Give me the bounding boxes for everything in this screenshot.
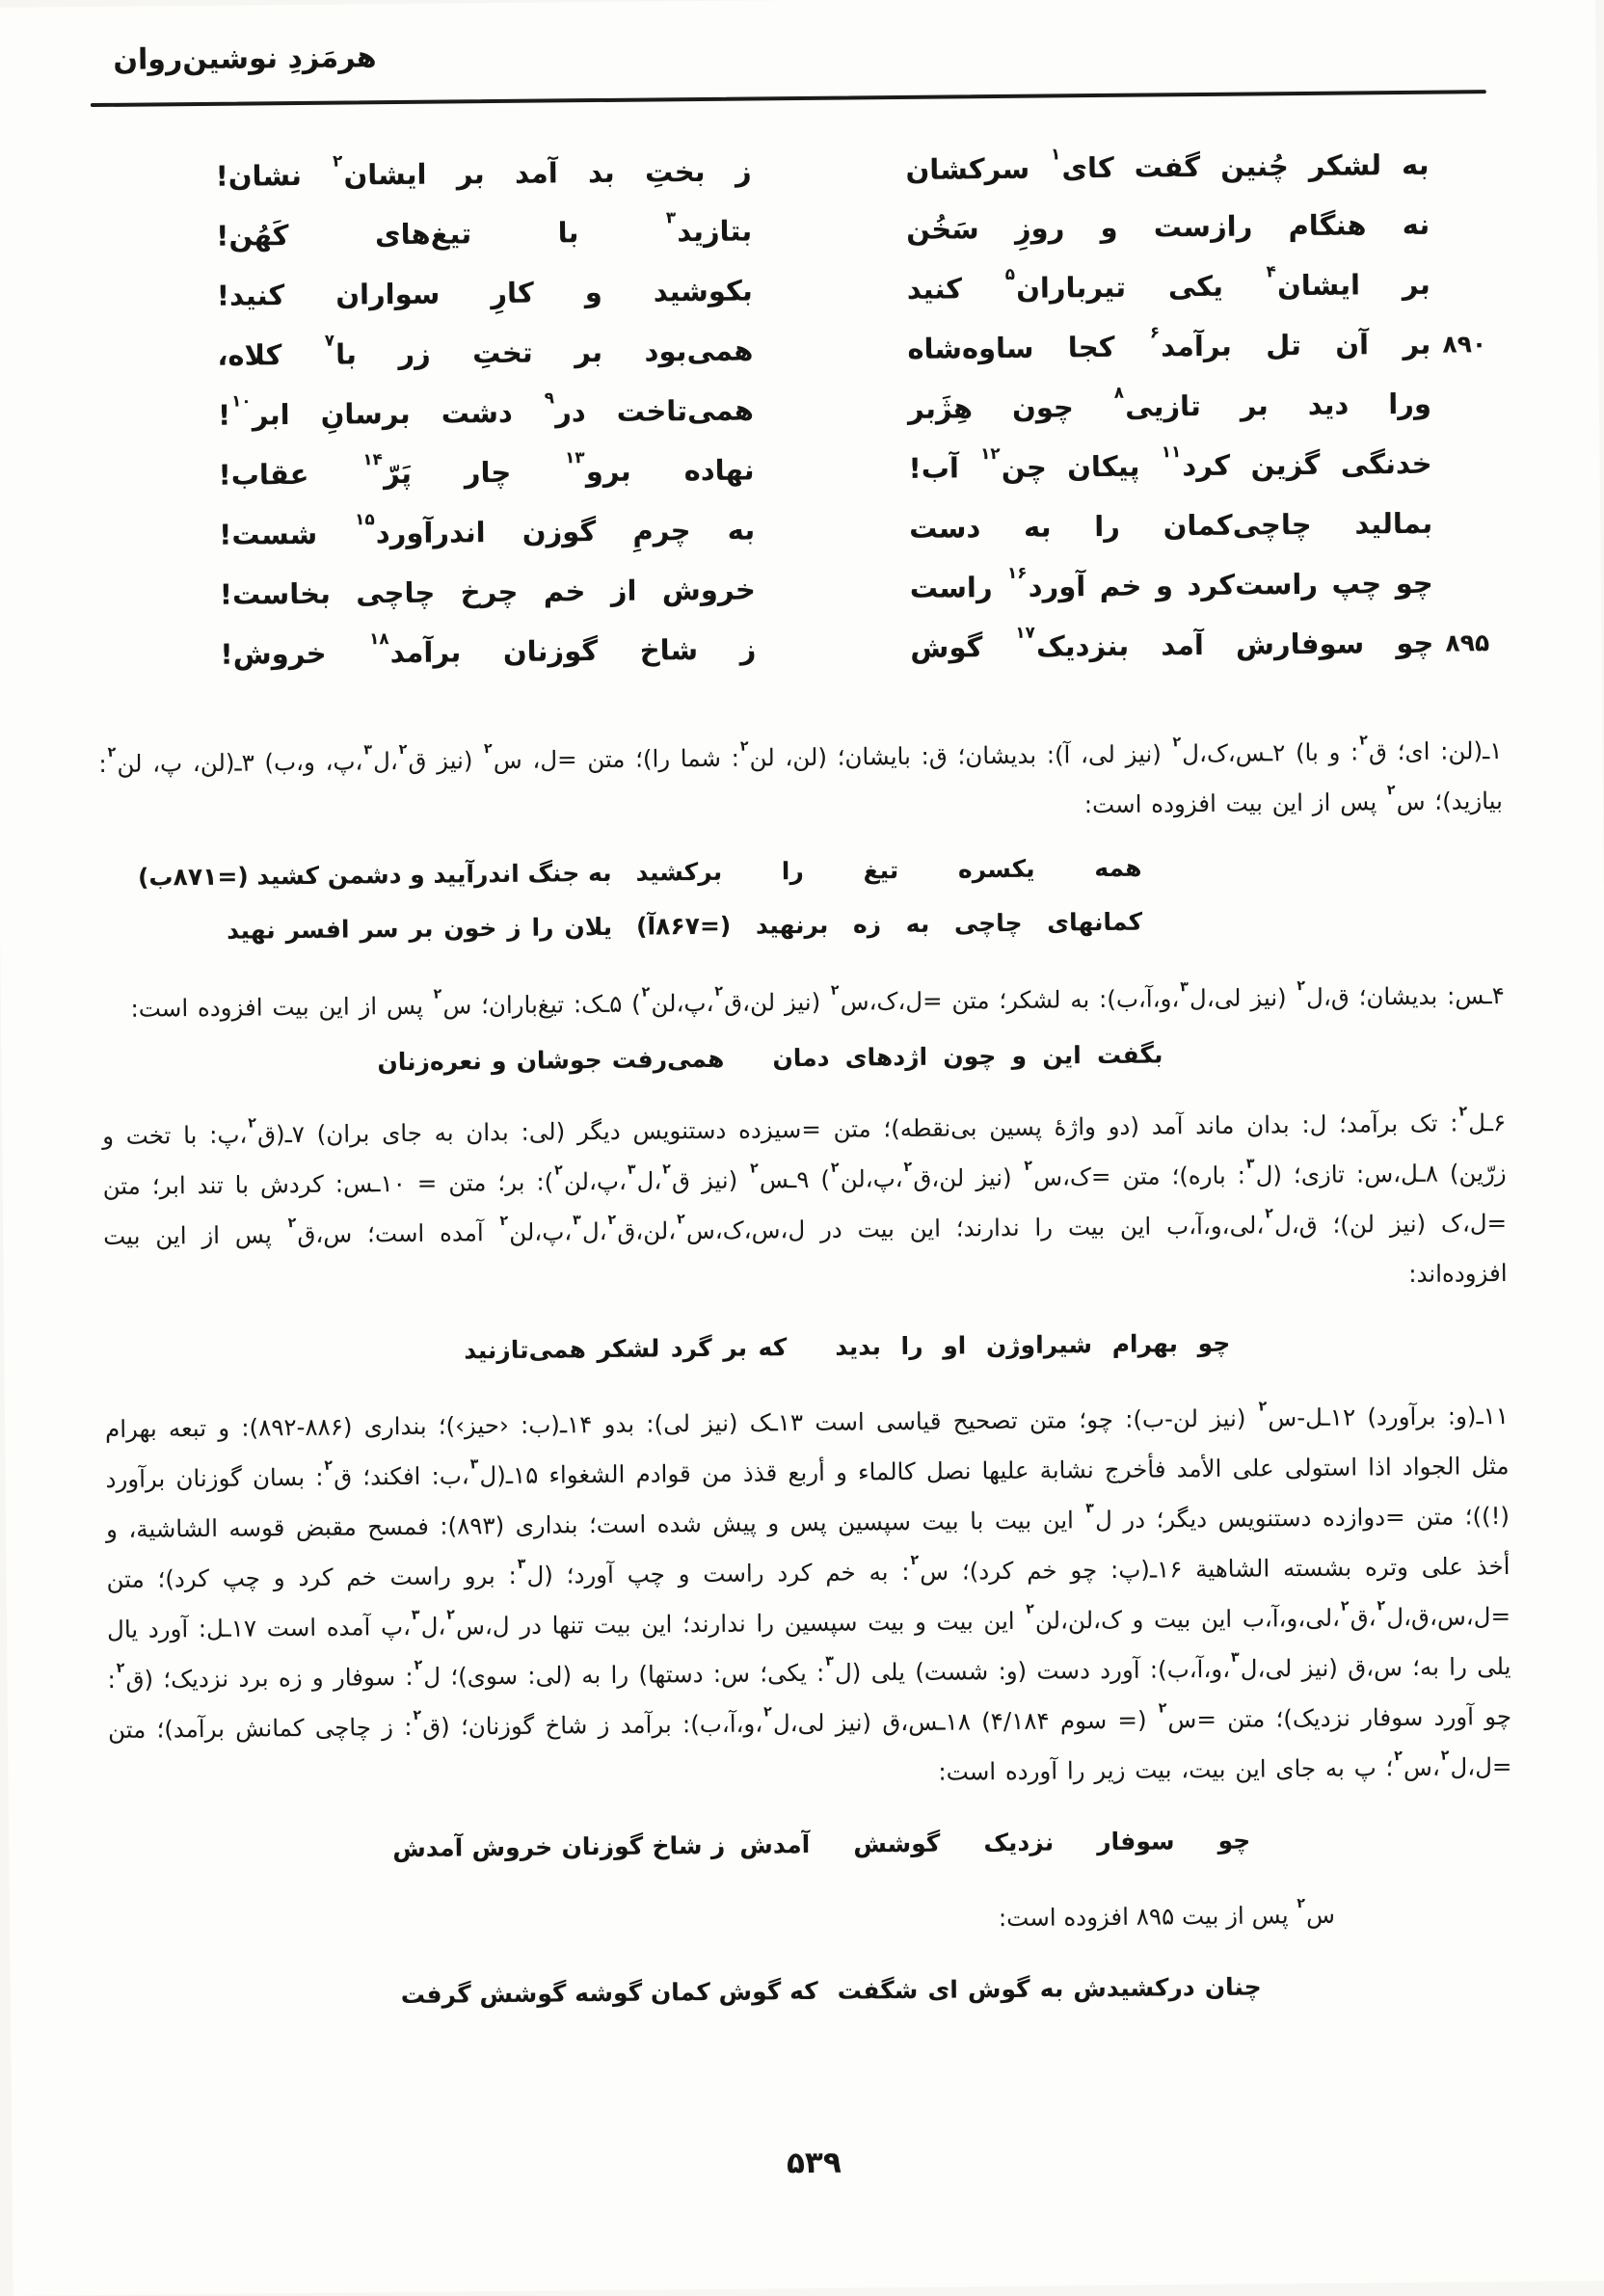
verse-number	[1431, 403, 1499, 404]
hemistich-left: بتازید$^۳$ با تیغ‌های کَهُن!	[216, 207, 753, 253]
apparatus-note-11-18: ۱۱ـ(و: برآورد) ۱۲ـل-س$^۲$ (نیز لن-ب): چو؛ متن تصحیح قیاسی است ۱۳ـک (نیز لی): بدو ۱۴ـ(ب: ‹حیز›)؛ بنداری (۸۸۶-۸۹۲): و تبعه بهرام مثل الجواد اذا استولی علی الأمد فأخرج نشابة علیها نصل کالماء و أربع قذذ من قوادم الشغواء ۱۵ـ(ل$^۳$،ب: افکند؛ ق$^۲$: بسان گوزنان برآورد (!))؛ متن =دوازده دستنویس دیگر؛ در ل$^۳$ این بیت با بیت سپسین پس و پیش شده است؛ بنداری (۸۹۳): فمسح مقبض قوسه الشاشیة، و أخذ علی وتره بشسته الشاهیة ۱۶ـ(پ: چو خم کرد)؛ س$^۲$: به خم کرد راست و چپ آورد؛ (ل$^۳$: برو راست خم کرد و چپ کرد)؛ متن =ل،س،ق،ل$^۲$،ق$^۲$،لی،و،آ،ب این بیت و ک،لن،لن$^۲$ این بیت و بیت سپسین را ندارند؛ این بیت تنها در ل،س$^۲$،ل$^۳$،پ آمده است ۱۷ـل: آورد یال یلی را به؛ س،ق (نیز لی،ل$^۳$،و،آ،ب): آورد دست (و: شست) یلی (ل$^۳$: یکی؛ س: دستها) را به (لی: سوی)؛ ل$^۲$: سوفار و زه برد نزدیک؛ (ق$^۲$: چو آورد سوفار نزدیک)؛ متن =س$^۲$ (= سوم ۴/۱۸۴) ۱۸ـس،ق (نیز لی،ل$^۲$،و،آ،ب): برآمد ز شاخ گوزنان؛ (ق$^۲$: ز چاچی کمانش برآمد)؛ متن =ل،ل$^۲$،س$^۲$؛ پ به جای این بیت، بیت زیر را آورده است:	[104, 1399, 1512, 1786]
hemistich-left: بکوشید و کارِ سواران کنید!	[216, 274, 753, 312]
quote-hemistich-right: بگفت این و چون اژدهای دمان	[772, 1040, 1163, 1073]
quote-verse-row	[101, 1025, 1505, 1092]
verse-row	[97, 612, 1502, 685]
page-number: ۵۳۹	[786, 2145, 842, 2181]
hemistich-left: ز شاخ گوزنان برآمد$^{۱۸}$ خروش!	[220, 628, 757, 671]
hemistich-right: بر آن تل برآمد$^۶$ کجا ساوه‌شاه	[907, 322, 1431, 365]
hemistich-left: همی‌بود بر تختِ زر با$^۷$ کلاه،	[217, 330, 754, 372]
hemistich-right: نه هنگام رازست و روزِ سَخُن	[906, 207, 1430, 246]
quote-hemistich-right: چو سوفار نزدیک گوشش آمدش	[739, 1826, 1251, 1859]
verse-number-895: ۸۹۵	[1445, 627, 1490, 657]
quote-verse-row	[109, 1811, 1512, 1879]
hemistich-right: چو سوفارش آمد بنزدیک$^{۱۷}$ گوش	[910, 622, 1434, 664]
quote-hemistich-left: که گوش کمان گوشه گوشش گرفت	[400, 1976, 818, 2010]
verse-number-890: ۸۹۰	[1442, 329, 1487, 359]
verse-number	[1430, 224, 1497, 225]
verse-number	[1432, 463, 1500, 464]
hemistich-left: به چرمِ گوزن اندرآورد$^{۱۵}$ شست!	[219, 509, 756, 551]
apparatus-added-couplets	[99, 838, 1504, 959]
quote-hemistich-left: همی‌رفت جوشان و نعره‌زنان	[377, 1044, 725, 1077]
quote-hemistich-left: یلان را ز خون بر سر افسر نهید	[226, 912, 613, 945]
header-rule	[91, 90, 1486, 107]
hemistich-right: به لشکر چُنین گفت کای$^۱$ سرکشان	[905, 144, 1430, 186]
apparatus-added-couplet	[110, 1958, 1513, 2025]
apparatus-added-couplet	[104, 1314, 1508, 1381]
hemistich-right: خدنگی گزین کرد$^{۱۱}$ پیکان چن$^{۱۲}$ آب!	[908, 441, 1432, 485]
verse-number	[1433, 582, 1501, 583]
apparatus-substitute-couplet	[109, 1811, 1512, 1879]
hemistich-left: نهاده برو$^{۱۳}$ چار پَرّ$^{۱۴}$ عقاب!	[218, 447, 755, 492]
quote-hemistich-right: کمانهای چاچی به زه برنهید (=۸۶۷آ)	[635, 907, 1143, 941]
quote-hemistich-left: ز شاخ گوزنان خروش آمدش	[392, 1830, 726, 1863]
quote-hemistich-left: به جنگ اندرآیید و دشمن کشید (=۸۷۱ب)	[137, 858, 612, 892]
quote-hemistich-left: که بر گرد لشکر همی‌تازنید	[464, 1333, 788, 1365]
apparatus-note-after-895: س$^۲$ پس از بیت ۸۹۵ افزوده است:	[998, 1895, 1336, 1933]
apparatus-added-couplet	[101, 1025, 1505, 1092]
quote-hemistich-right: چنان درکشیدش به گوش ای شگفت	[837, 1972, 1262, 2005]
quote-verse-row	[104, 1314, 1508, 1381]
running-head-title: هرمَزدِ نوشین‌روان	[113, 40, 377, 77]
hemistich-left: خروش از خم چرخ چاچی بخاست!	[219, 573, 756, 611]
quote-hemistich-right: چو بهرام شیراوژن او را بدید	[835, 1328, 1231, 1361]
hemistich-left: ز بختِ بد آمد بر ایشان$^۲$ نشان!	[215, 150, 752, 193]
verse-number	[1430, 283, 1498, 284]
hemistich-left: همی‌تاخت در$^۹$ دشت برسانِ ابر$^{۱۰}$!	[217, 387, 755, 432]
verse-number	[1430, 164, 1497, 165]
hemistich-right: چو چپ راست‌کرد و خم آورد$^{۱۶}$ راست	[909, 562, 1433, 604]
apparatus-note-1-3: ۱ـ(لن: ای؛ ق$^۲$: و با) ۲ـس،ک،ل$^۲$ (نیز لی، آ): بدیشان؛ ق: بایشان؛ (لن، لن$^۲$: شما را)؛ متن =ل، س$^۲$ (نیز ق$^۲$،ل$^۳$،پ، و،ب) ۳ـ(لن، پ، لن$^۲$: بیازید)؛ س$^۲$ پس از این بیت افزوده است:	[98, 733, 1504, 819]
poem-block	[93, 134, 1501, 685]
hemistich-right: بر ایشان$^۴$ یکی تیرباران$^۵$ کنید	[906, 261, 1430, 306]
hemistich-right: بمالید چاچی‌کمان را به دست	[908, 506, 1433, 545]
quote-hemistich-right: همه یکسره تیغ را برکشید	[635, 853, 1142, 887]
hemistich-right: ورا دید بر تازیی$^۸$ چون هِژَبر	[907, 382, 1432, 425]
quote-verse-row	[110, 1958, 1513, 2025]
verse-number	[1432, 522, 1500, 523]
critical-apparatus	[98, 726, 1514, 2048]
apparatus-note-6-10: ۶ـل$^۲$: تک برآمد؛ ل: بدان ماند آمد (دو واژهٔ پسین بی‌نقطه)؛ متن =سیزده دستنویس دیگر (لی: بدان به جای بران) ۷ـ(ق$^۲$،پ: با تخت و زرّین) ۸ـل،س: تازی؛ (ل$^۳$: باره)؛ متن =ک،س$^۲$ (نیز لن،ق$^۲$،پ،لن$^۲$) ۹ـس$^۲$ (نیز ق$^۲$،ل$^۳$،پ،لن$^۲$): بر؛ متن = ۱۰ـس: کردش با تند ابر؛ متن =ل،ک (نیز لن)؛ ق،ل$^۲$،لی،و،آ،ب این بیت را ندارند؛ این بیت در ل،س،ک،س$^۲$،لن،ق$^۲$،ل$^۳$،پ،لن$^۲$ آمده است؛ س،ق$^۲$ پس از این بیت افزوده‌اند:	[102, 1104, 1508, 1288]
apparatus-note-4-5: ۴ـس: بدیشان؛ ق،ل$^۲$ (نیز لی،ل$^۳$،و،آ،ب): به لشکر؛ متن =ل،ک،س$^۲$ (نیز لن،ق$^۲$،پ،لن$^۲$) ۵ـک: تیغ‌باران؛ س$^۲$ پس از این بیت افزوده است:	[130, 977, 1505, 1023]
